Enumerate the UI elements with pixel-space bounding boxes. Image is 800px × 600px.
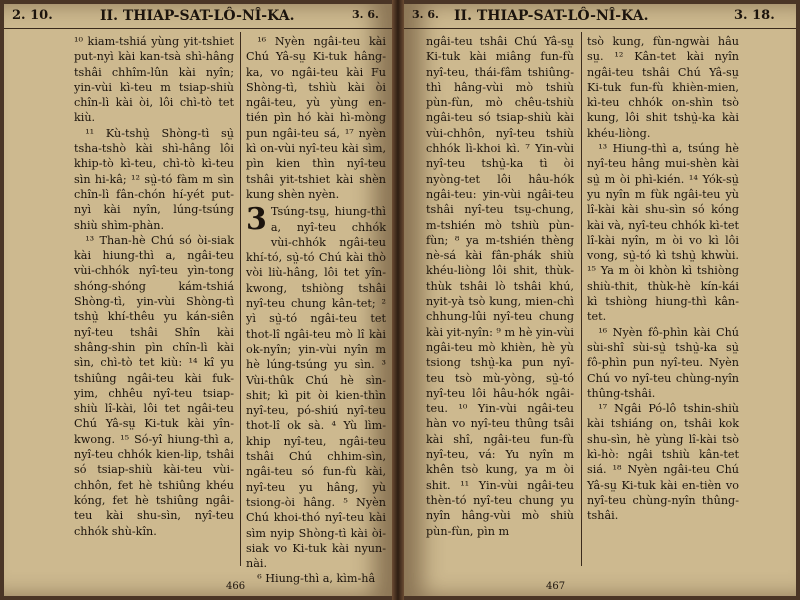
verse-paragraph: tsò kung, fùn-ngwài hâu sṳ. ¹² Kân-tet kài nyîn ngâi-teu tshâi Chú Yâ-sṳ Ki-tuk fun-fù khièn-mien, kì-teu chhók on-shìn tsò kung, lôi shit tshṳ̀-ka kài khéu-liòng. bbox=[587, 35, 739, 140]
left-page bbox=[4, 4, 392, 596]
left-page-number: 466 bbox=[226, 581, 246, 592]
right-column-2 bbox=[587, 34, 739, 524]
left-chapter-ref-end: 3. 6. bbox=[352, 8, 379, 21]
right-page-number: 467 bbox=[546, 581, 566, 592]
verse-paragraph: ¹⁶ Nyèn ngâi-teu kài Chú Yâ-sṳ Ki-tuk hâng-ka, vo ngâi-teu kài Fu Shòng-tì, tshìù kài òi ngâi-teu, yù yùng en-tién pìn hó kài hì-mòng pun ngâi-teu sá, ¹⁷ nyèn kì on-vùi nyî-teu kài sìm, pìn kien thìn nyî-teu tshâi yit-tshiet kài shèn kung shèn nyèn. bbox=[246, 35, 386, 201]
right-page bbox=[404, 4, 796, 596]
left-header-rule bbox=[4, 28, 392, 29]
verse-paragraph: ¹⁷ Ngâi Pó-lô tshin-shiù kài tshiáng on, tshâi kok shu-sìn, hè yùng lî-kài tsò kì-hò: ngâi tshiù kân-tet siá. ¹⁸ Nyèn ngâi-teu Chú Yâ-sṳ Ki-tuk kài en-tièn vo nyî-teu chùng-nyîn thûng-tshâi. bbox=[587, 402, 739, 523]
verse-paragraph: ⁶ Hiung-thì a, kìm-hâ bbox=[257, 572, 376, 586]
right-column-divider bbox=[581, 32, 582, 566]
verse-paragraph: Tsúng-tsṳ, hiung-thì a, nyî-teu chhók vùi-chhók ngâi-teu khí-tó, sṳ̀-tó Chú kài thò vòi liù-hâng, lôi tet yîn-kwong, tshiòng tshâi nyî-teu chung kân-tet; ² yì sṳ̀-tó ngâi-teu tet thot-lî ngâi-teu mò lî kài ok-nyîn; yin-vùi nyîn m hè lúng-tsúng yu sìn. ³ Vùi-thûk Chú hè sìn-shit; kì pit òi kien-thìn nyî-teu, pó-shiú nyî-teu thot-lî ok sà. ⁴ Yù lìm-khip nyî-teu, ngâi-teu tshâi Chú chhim-sìn, ngâi-teu só fun-fù kài, nyî-teu yu hâng, yù tsiong-òi hâng. ⁵ Nyèn Chú khoi-thó nyî-teu kài sìm nyip Shòng-tì kài òi-siak vo Ki-tuk kài nyun-nài. bbox=[246, 205, 386, 571]
left-column-1 bbox=[74, 34, 234, 539]
right-chapter-ref-end: 3. 18. bbox=[734, 8, 775, 23]
left-chapter-ref-start: 2. 10. bbox=[12, 8, 53, 23]
right-book-title: II. THIAP-SAT-LÔ-NÎ-KA. bbox=[454, 8, 649, 24]
chapter-3-opening bbox=[246, 204, 386, 571]
right-column-1 bbox=[426, 34, 574, 539]
verse-paragraph: ¹³ Than-hè Chú só òi-siak kài hiung-thì a, ngâi-teu vùi-chhók nyî-teu yìn-tong shóng-shóng kám-tshiá Shòng-tì, yin-vùi Shòng-tì tshṳ̀ khí-thêu yu kán-siên nyî-teu tshâi Shîn kài shâng-shin pìn chîn-lì kài sìn, chì-tò tet kiù: ¹⁴ kî yu tshiûng ngâi-teu kài fuk-yim, chhêu nyî-teu tsiap-shiù lî-kài, lôi tet ngâi-teu Chú Yâ-sṳ Ki-tuk kài yîn-kwong. ¹⁵ Só-yî hiung-thì a, nyî-teu chhók kien-lip, tshâi só tsiap-shiù kài-teu vùi-chhôn, fet hè tshiûng khéu kóng, fet hè tshiûng ngâi-teu kài shu-sìn, nyî-teu chhók shù-kîn. bbox=[74, 233, 234, 538]
right-header-rule bbox=[404, 28, 796, 29]
right-running-header bbox=[404, 6, 796, 28]
verse-paragraph: ¹³ Hiung-thì a, tsúng hè nyî-teu hâng mui-shèn kài sṳ̀ m òi phì-kién. ¹⁴ Yók-sṳ̀ yu nyîn m fùk ngâi-teu yù lî-kài kài shu-sìn só kóng kài và, nyî-teu chhók kì-tet lî-kài nyîn, m òi vo kì lôi vong, sṳ̀-tó kì tshṳ̀ khwùi. ¹⁵ Ya m òi khòn kì tshiòng shiù-thit, thùk-hè kín-kái kì tshiòng hiung-thì kân-tet. bbox=[587, 142, 739, 324]
book-gutter bbox=[392, 0, 404, 600]
left-column-divider bbox=[240, 32, 241, 566]
right-chapter-ref-start: 3. 6. bbox=[412, 8, 439, 21]
left-book-title: II. THIAP-SAT-LÔ-NÎ-KA. bbox=[100, 8, 295, 24]
left-column-2 bbox=[246, 34, 386, 587]
verse-paragraph: ¹⁶ Nyèn fô-phìn kài Chú sùi-shî sùi-sṳ̀ tshṳ̀-ka sṳ̀ fô-phìn pun nyî-teu. Nyèn Chú vo nyî-teu chùng-nyîn thûng-tshâi. bbox=[587, 325, 739, 400]
verse-paragraph: ngâi-teu tshâi Chú Yâ-sṳ Ki-tuk kài miâng fun-fù nyî-teu, thái-fâm tshiûng-thì hâng-vùi mò tshiù pùn-fùn, mò chêu-tshiù ngâi-teu só tsiap-shiù kài vùi-chhôn, nyî-teu tshiù chhók lì-khoi kì. ⁷ Yin-vùi nyî-teu tshṳ̀-ka tì òi nyòng-tet lôi hâu-hók ngâi-teu: yin-vùi ngâi-teu tshâi nyî-teu tsṳ-chung, m-tshién mò tshiù pùn-fùn; ⁸ ya m-tshién thèng nè-sá kài fân-phák shiù khéu-liòng lôi shit, thùk-thùk tshâi lò tshâi khú, nyit-yà tsò kung, mien-chì chhung-lûi nyî-teu chung kài yit-nyîn: ⁹ m hè yin-vùi ngâi-teu mò khièn, hè yù tsiong tshṳ̀-ka pun nyî-teu tsò mù-yòng, sṳ̀-tó nyî-teu lôi hâu-hók ngâi-teu. ¹⁰ Yin-vùi ngâi-teu hàn vo nyî-teu thûng tsâi kài shî, ngâi-teu fun-fù nyî-teu, vá: Yu nyîn m khên tsò kung, ya m òi shit. ¹¹ Yin-vùi ngâi-teu thèn-tó nyî-teu chung yu nyîn hâng-vùi mò shiù pùn-fùn, pìn m bbox=[426, 35, 574, 538]
verse-paragraph: ¹⁰ kiam-tshiá yùng yit-tshiet put-nyì kài kan-tsà shì-hâng tshâi chhîm-lûn kài nyîn; yin-vùi kì-teu m tsiap-shiù chîn-lì kài òi, lôi chì-tò tet kiù. bbox=[74, 35, 234, 125]
verse-paragraph: ¹¹ Kù-tshṳ̀ Shòng-tì sṳ̀ tsha-tshò kài shì-hâng lôi khip-tò kì-teu, chì-tò kì-teu sìn hi-kâ; ¹² sṳ̀-tó fàm m sìn chîn-lì fân-chón hí-yét put-nyì kài nyîn, lúng-tsúng shiù shìm-phàn. bbox=[74, 126, 234, 232]
chapter-number: 3 bbox=[246, 202, 267, 238]
left-running-header bbox=[4, 6, 392, 28]
